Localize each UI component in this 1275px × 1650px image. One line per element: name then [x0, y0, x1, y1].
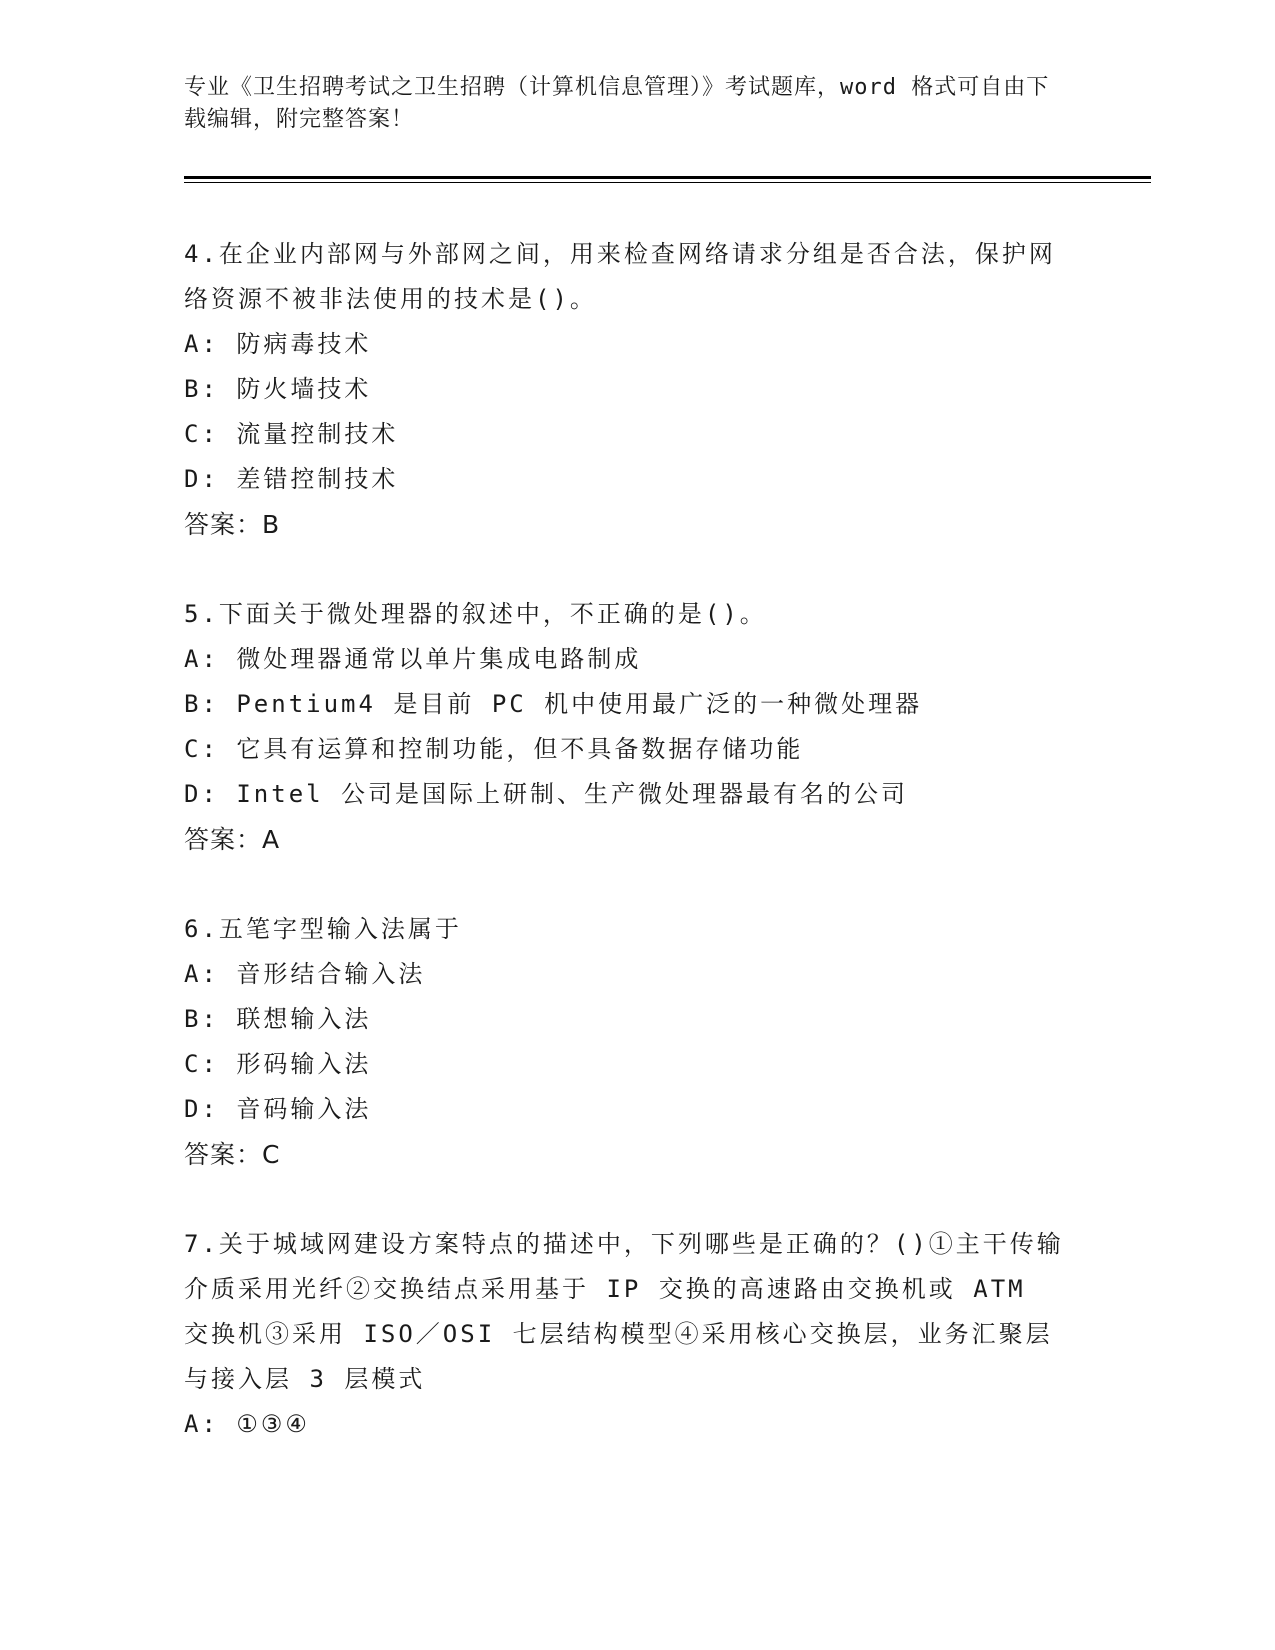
option-b: B: 联想输入法	[184, 1005, 372, 1033]
document-header: 专业《卫生招聘考试之卫生招聘（计算机信息管理）》考试题库，word 格式可自由下载编辑，附完整答案！	[184, 75, 1050, 132]
question-list	[184, 232, 1064, 1492]
question-item	[184, 907, 1064, 1177]
question-item	[184, 592, 1064, 862]
header-rule-thin	[184, 182, 1151, 183]
question-stem: 4.在企业内部网与外部网之间，用来检查网络请求分组是否合法，保护网络资源不被非法使用的技术是()。	[184, 240, 1056, 313]
option-a: A: 音形结合输入法	[184, 960, 426, 988]
answer-line: 答案：C	[184, 1140, 281, 1169]
question-item	[184, 1222, 1064, 1447]
option-b: B: Pentium4 是目前 PC 机中使用最广泛的一种微处理器	[184, 690, 923, 718]
answer-line: 答案：B	[184, 510, 281, 539]
question-stem: 5.下面关于微处理器的叙述中，不正确的是()。	[184, 600, 767, 628]
option-a: A: 防病毒技术	[184, 330, 372, 358]
option-a: A: 微处理器通常以单片集成电路制成	[184, 645, 642, 673]
option-a: A: ①③④	[184, 1410, 310, 1438]
option-d: D: Intel 公司是国际上研制、生产微处理器最有名的公司	[184, 780, 909, 808]
option-d: D: 差错控制技术	[184, 465, 399, 493]
option-b: B: 防火墙技术	[184, 375, 372, 403]
option-c: C: 流量控制技术	[184, 420, 399, 448]
question-stem: 6.五笔字型输入法属于	[184, 915, 462, 943]
option-c: C: 它具有运算和控制功能，但不具备数据存储功能	[184, 735, 804, 763]
question-stem: 7.关于城域网建设方案特点的描述中，下列哪些是正确的？()①主干传输介质采用光纤②交换结点采用基于 IP 交换的高速路由交换机或 ATM 交换机③采用 ISO／OSI 七层结构模型④采用核心交换层，业务汇聚层与接入层 3 层模式	[184, 1230, 1064, 1393]
option-c: C: 形码输入法	[184, 1050, 372, 1078]
option-d: D: 音码输入法	[184, 1095, 372, 1123]
answer-line: 答案：A	[184, 825, 281, 854]
question-item	[184, 232, 1064, 547]
header-rule-thick	[184, 176, 1151, 179]
